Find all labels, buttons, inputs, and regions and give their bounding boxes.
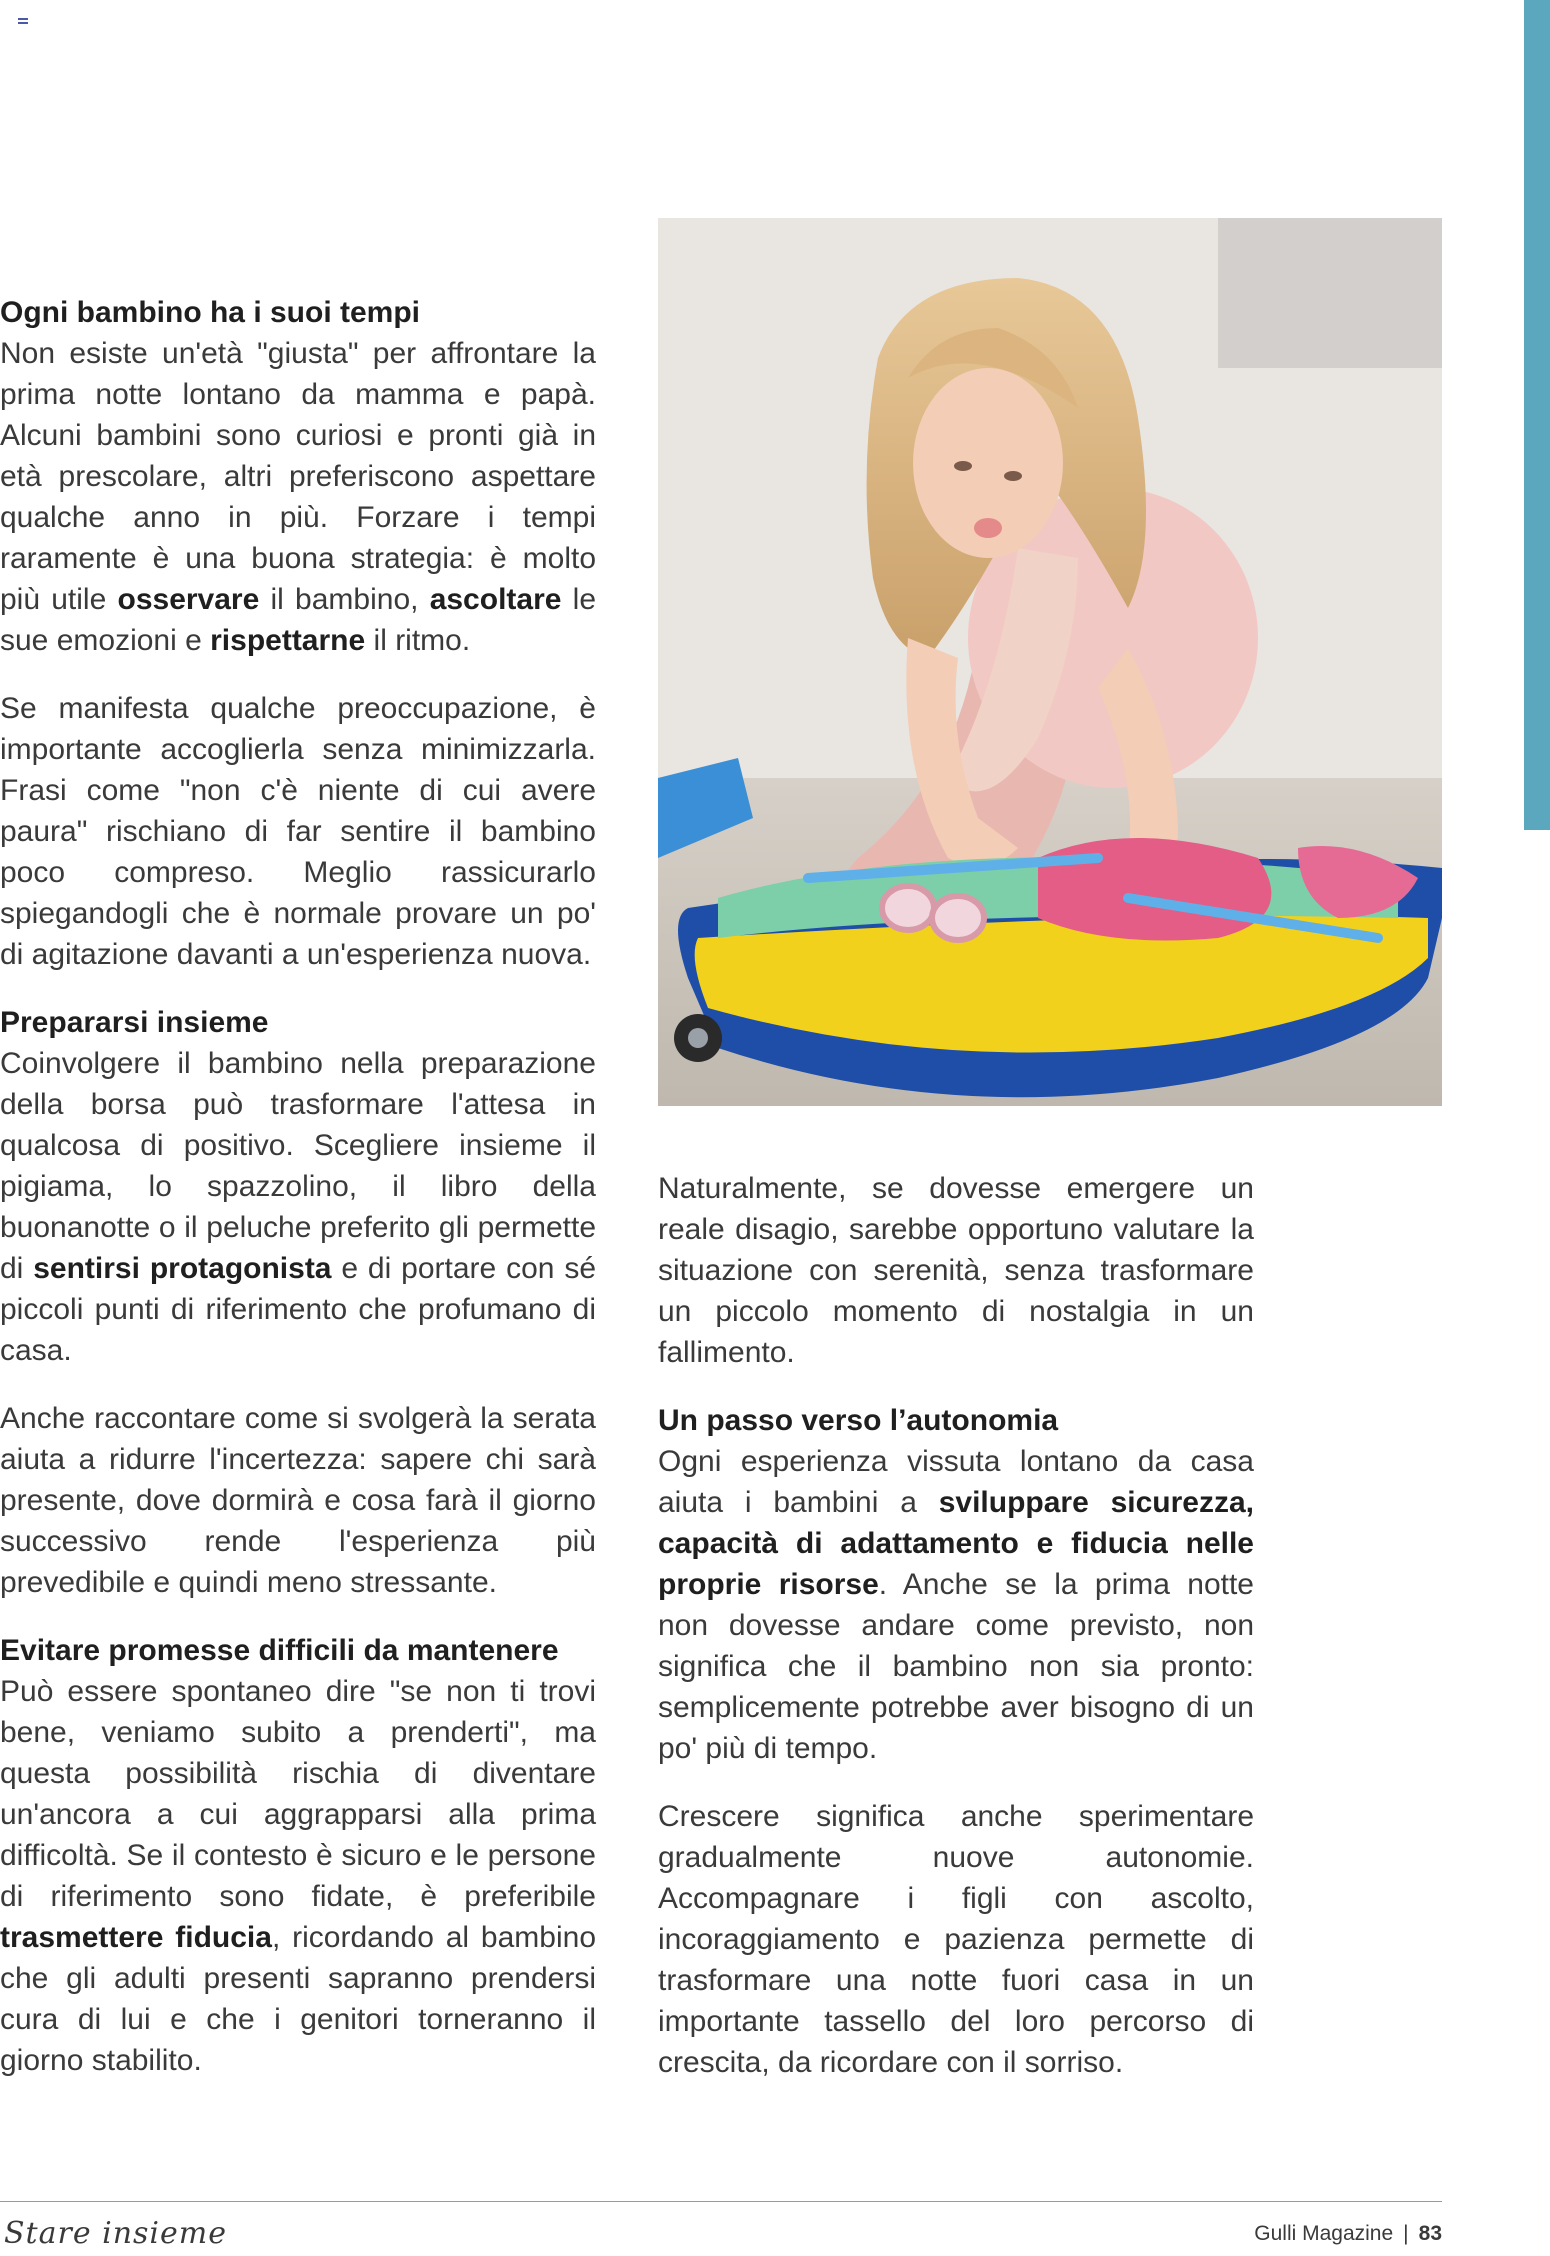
- section-title: Stare insieme: [4, 2216, 227, 2251]
- paragraph: Se manifesta qualche preoccupazione, è importante accoglierla senza minimizzarla. Frasi come "non c'è niente di cui avere paura" rischiano di far sentire il bambino poco compreso. Meglio rassicurarlo spiegandogli che è normale provare un po' di agitazione davanti a un'esperienza nuova.: [0, 692, 596, 971]
- photo-illustration: [658, 218, 1442, 1106]
- heading-ogni-bambino: Ogni bambino ha i suoi tempi: [0, 296, 421, 329]
- paragraph: Non esiste un'età "giusta" per affrontare la prima notte lontano da mamma e papà. Alcuni bambini sono curiosi e pronti già in età prescolare, altri preferiscono aspettare qualche anno in più. Forzare i tempi raramente è una buona strategia: è molto più utile osservare il bambino, ascoltare le sue emozioni e rispettarne il ritmo.: [0, 337, 596, 657]
- magazine-name: Gulli Magazine: [1254, 2222, 1394, 2245]
- child-packing-suitcase-photo: [658, 218, 1442, 1106]
- magazine-footer: [1254, 2222, 1442, 2246]
- heading-prepararsi-insieme: Prepararsi insieme: [0, 1006, 269, 1039]
- section-color-tab: [1524, 0, 1550, 830]
- hamburger-menu-icon[interactable]: [18, 18, 28, 24]
- right-column: [658, 1168, 1254, 2110]
- heading-passo-autonomia: Un passo verso l’autonomia: [658, 1404, 1059, 1437]
- paragraph: Coinvolgere il bambino nella preparazione della borsa può trasformare l'attesa in qualcosa di positivo. Scegliere insieme il pigiama, lo spazzolino, il libro della buonanotte o il peluche preferito gli permette di sentirsi protagonista e di portare con sé piccoli punti di riferimento che profumano di casa.: [0, 1047, 597, 1367]
- paragraph: Ogni esperienza vissuta lontano da casa aiuta i bambini a sviluppare sicurezza, capacità di adattamento e fiducia nelle proprie risorse. Anche se la prima notte non dovesse andare come previsto, non significa che il bambino non sia pronto: semplicemente potrebbe aver bisogno di un po' più di tempo.: [658, 1445, 1254, 1765]
- left-column: [0, 292, 596, 2108]
- heading-evitare-promesse: Evitare promesse difficili da mantenere: [0, 1634, 559, 1667]
- paragraph: Crescere significa anche sperimentare gradualmente nuove autonomie. Accompagnare i figli con ascolto, incoraggiamento e pazienza permette di trasformare una notte fuori casa in un importante tassello del loro percorso di crescita, da ricordare con il sorriso.: [658, 1800, 1254, 2079]
- page-number: 83: [1418, 2222, 1442, 2245]
- paragraph: Naturalmente, se dovesse emergere un reale disagio, sarebbe opportuno valutare la situazione con serenità, senza trasformare un piccolo momento di nostalgia in un fallimento.: [658, 1172, 1254, 1369]
- footer-divider: [0, 2201, 1442, 2202]
- paragraph: Anche raccontare come si svolgerà la serata aiuta a ridurre l'incertezza: sapere chi sarà presente, dove dormirà e cosa farà il giorno successivo rende l'esperienza più prevedibile e quindi meno stressante.: [0, 1402, 596, 1599]
- paragraph: Può essere spontaneo dire "se non ti trovi bene, veniamo subito a prenderti", ma questa possibilità rischia di diventare un'ancora a cui aggrapparsi alla prima difficoltà. Se il contesto è sicuro e le persone di riferimento sono fidate, è preferibile trasmettere fiducia, ricordando al bambino che gli adulti presenti sapranno prendersi cura di lui e che i genitori torneranno il giorno stabilito.: [0, 1675, 596, 2077]
- footer-separator: |: [1403, 2222, 1409, 2245]
